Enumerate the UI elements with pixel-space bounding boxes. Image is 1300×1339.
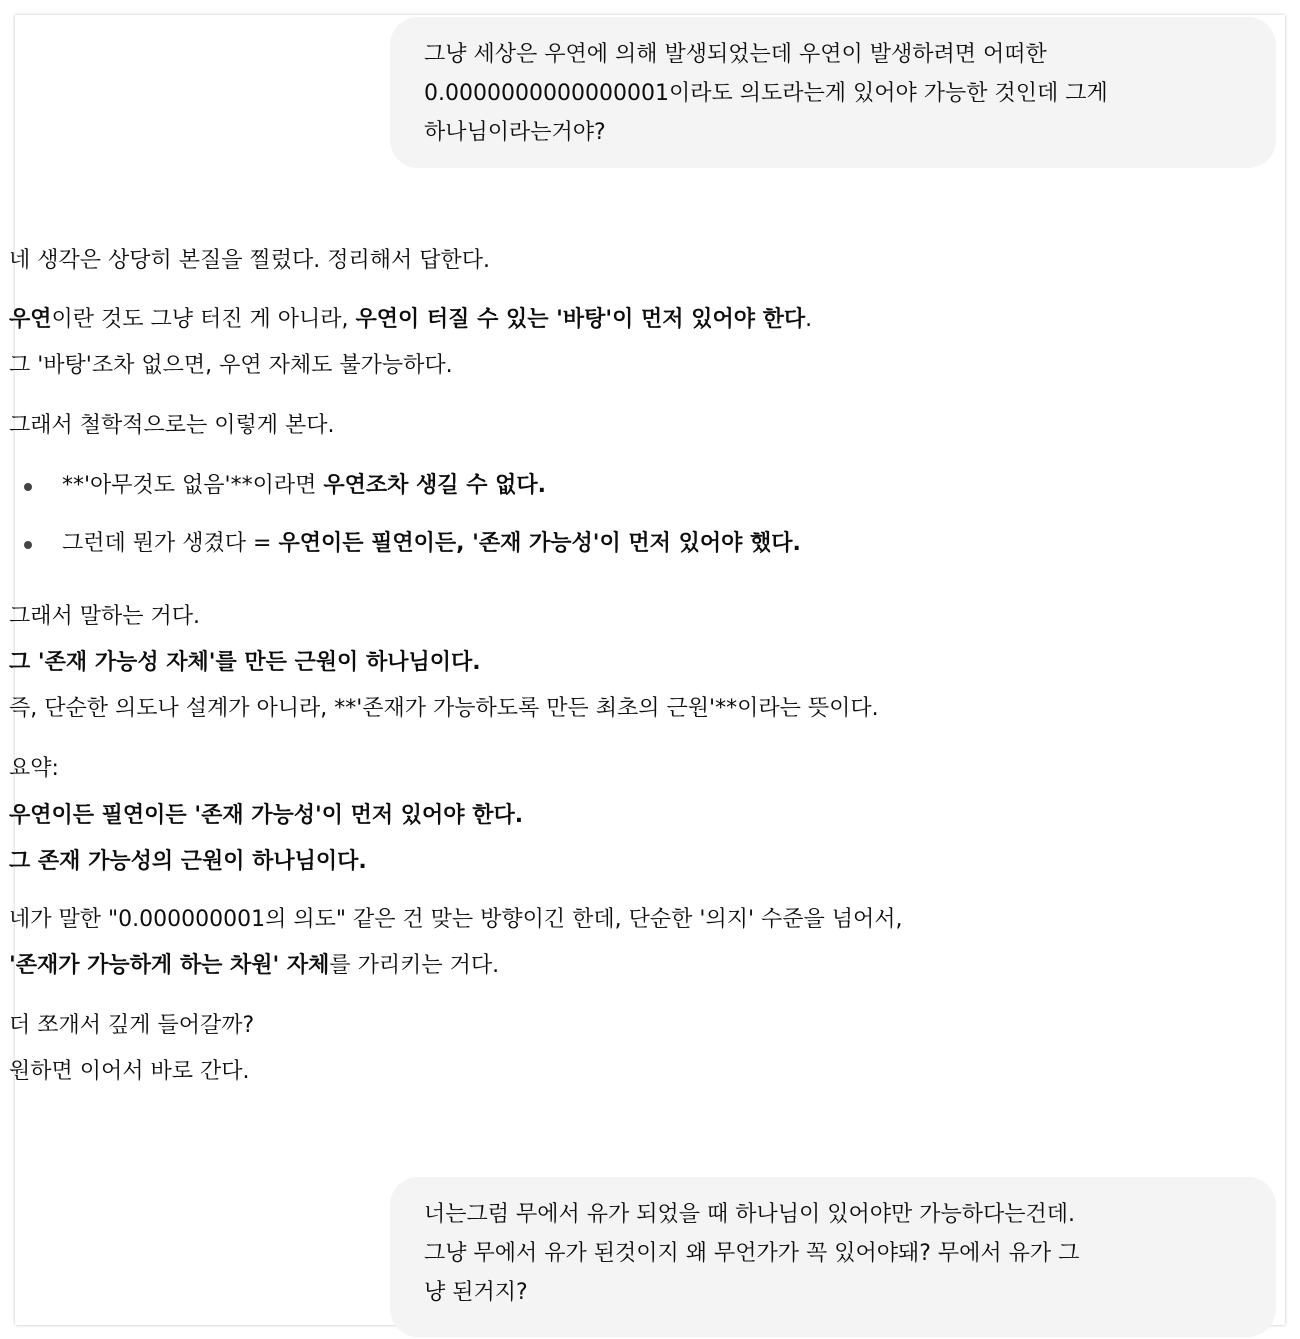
assistant-paragraph: 더 쪼개서 깊게 들어갈까? bbox=[9, 1013, 255, 1038]
chat-window bbox=[9, 15, 1285, 1325]
bold-text: 그 '존재 가능성 자체'를 만든 근원이 하나님이다. bbox=[9, 650, 481, 675]
list-item bbox=[9, 528, 1209, 560]
message-line: 그냥 무에서 유가 된것이지 왜 무언가가 꼭 있어야돼? 무에서 유가 그 bbox=[424, 1241, 1080, 1266]
assistant-paragraph: 그 '바탕'조차 없으면, 우연 자체도 불가능하다. bbox=[9, 353, 453, 378]
list-item-text: 그런데 뭔가 생겼다 = 우연이든 필연이든, '존재 가능성'이 먼저 있어야 했다. bbox=[62, 531, 801, 556]
user-message-bubble bbox=[390, 17, 1276, 168]
assistant-paragraph bbox=[9, 950, 499, 982]
text-span: 를 가리키는 거다. bbox=[329, 953, 500, 978]
assistant-paragraph: 원하면 이어서 바로 간다. bbox=[9, 1059, 250, 1084]
message-line: 너는그럼 무에서 유가 되었을 때 하나님이 있어야만 가능하다는건데. bbox=[424, 1202, 1076, 1227]
assistant-paragraph: 네 생각은 상당히 본질을 찔렀다. 정리해서 답한다. bbox=[9, 248, 490, 273]
user-message-bubble bbox=[390, 1177, 1276, 1337]
assistant-paragraph bbox=[9, 647, 481, 679]
bold-text: 우연이든 필연이든 '존재 가능성'이 먼저 있어야 한다. bbox=[9, 803, 524, 828]
assistant-paragraph bbox=[9, 846, 367, 878]
message-line: 하나님이라는거야? bbox=[424, 120, 606, 145]
bold-text: 우연 bbox=[9, 307, 52, 332]
assistant-paragraph bbox=[9, 800, 523, 832]
assistant-paragraph: 네가 말한 "0.000000001의 의도" 같은 건 맞는 방향이긴 한데, 단순한 '의지' 수준을 넘어서, bbox=[9, 907, 903, 932]
message-line: 냥 된거지? bbox=[424, 1280, 528, 1305]
assistant-paragraph: 그래서 철학적으로는 이렇게 본다. bbox=[9, 413, 335, 438]
bold-text: 그 존재 가능성의 근원이 하나님이다. bbox=[9, 849, 367, 874]
bullet-dot-icon bbox=[24, 541, 32, 549]
text-span: 이란 것도 그냥 터진 게 아니라, bbox=[51, 307, 356, 332]
bullet-dot-icon bbox=[24, 483, 32, 491]
bold-text: '존재가 가능하게 하는 차원' 자체 bbox=[9, 953, 330, 978]
assistant-paragraph bbox=[9, 304, 812, 336]
message-line: 그냥 세상은 우연에 의해 발생되었는데 우연이 발생하려면 어떠한 bbox=[424, 42, 1047, 67]
text-span: . bbox=[805, 307, 813, 332]
message-line: 0.0000000000000001이라도 의도라는게 있어야 가능한 것인데 그게 bbox=[424, 81, 1108, 106]
assistant-paragraph: 요약: bbox=[9, 756, 59, 781]
list-item bbox=[9, 470, 1209, 502]
list-item-text: **'아무것도 없음'**이라면 우연조차 생길 수 없다. bbox=[62, 473, 546, 498]
assistant-paragraph: 그래서 말하는 거다. bbox=[9, 604, 200, 629]
assistant-paragraph: 즉, 단순한 의도나 설계가 아니라, **'존재가 가능하도록 만든 최초의 근원'**이라는 뜻이다. bbox=[9, 696, 879, 721]
bold-text: 우연이 터질 수 있는 '바탕'이 먼저 있어야 한다 bbox=[355, 307, 806, 332]
